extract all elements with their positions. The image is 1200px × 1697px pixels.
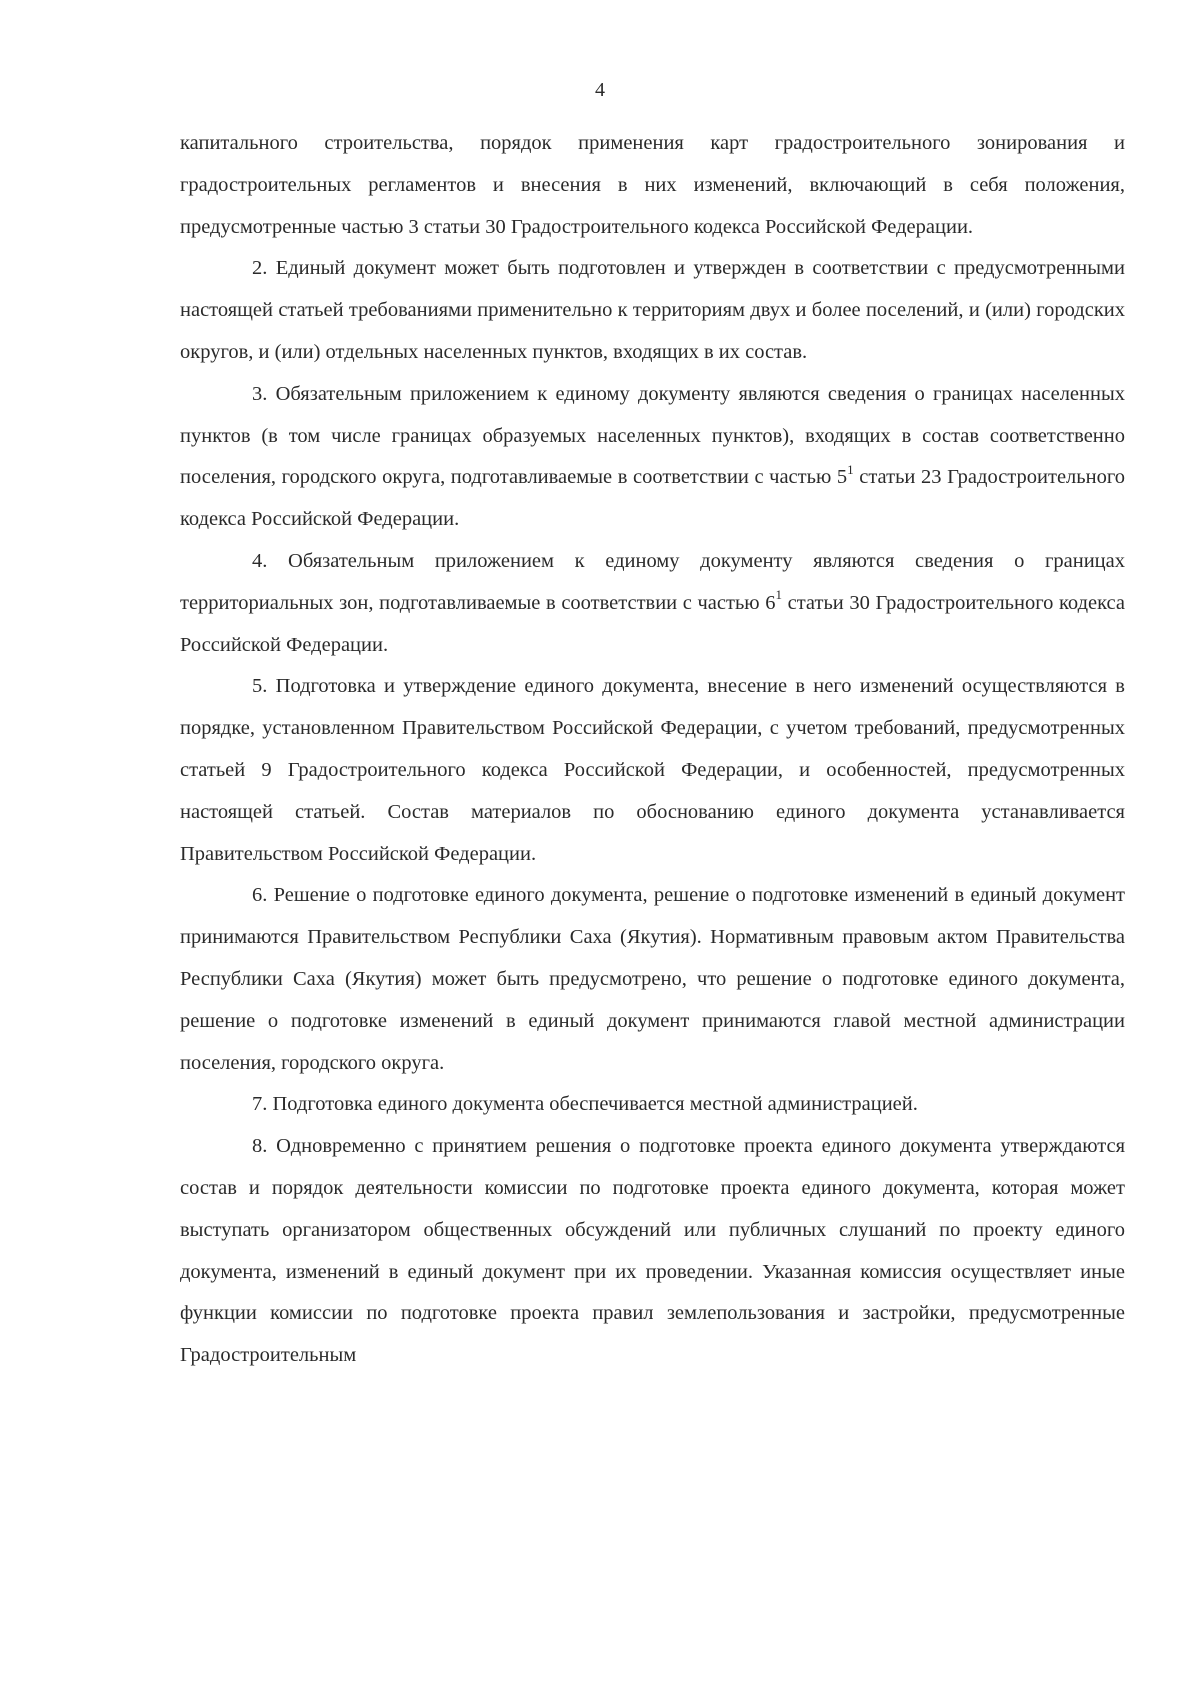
paragraph-3-tail-prefix: с частью 5 xyxy=(754,466,848,489)
paragraph-4-superscript: 1 xyxy=(775,586,782,602)
page-number: 4 xyxy=(595,79,605,101)
paragraph-3-superscript: 1 xyxy=(847,461,854,477)
paragraph-8: 8. Одновременно с принятием решения о подготовке проекта единого документа утверждаются состав и порядок деятельности комиссии по подготовке проекта единого документа, которая может выступать организатором общественных обсуждений или публичных слушаний по проекту единого документа, изменений в единый документ при их проведении. Указанная комиссия осуществляет иные функции комиссии по подготовке проекта правил землепользования и застройки, предусмотренные Градостроительным xyxy=(180,1135,1125,1367)
paragraph-3-text: 3. Обязательным приложением к единому документу являются сведения о границах населенных пунктов (в том числе границах образуемых населенных пунктов), входящих в состав соответственно поселения, городского округа, подготавливаемые в соответствии xyxy=(180,382,1125,489)
paragraph-4-tail-suffix: статьи 30 Градостроительного кодекса Российской Федерации. xyxy=(180,591,1126,656)
paragraph-6: 6. Решение о подготовке единого документа, решение о подготовке изменений в единый документ принимаются Правительством Республики Саха (Якутия). Нормативным правовым актом Правительства Республики Саха (Якутия) может быть предусмотрено, что решение о подготовке единого документа, решение о подготовке изменений в единый документ принимаются главой местной администрации поселения, городского округа. xyxy=(180,884,1125,1074)
paragraph-4-number: 6 xyxy=(759,591,776,614)
paragraph-3-tail-suffix: статьи 23 Градостроительного кодекса Российской Федерации. xyxy=(180,466,1125,531)
paragraph-1-continuation: капитального строительства, порядок применения карт градостроительного зонирования и градостроительных регламентов и внесения в них изменений, включающий в себя положения, предусмотренные частью 3 статьи 30 Градостроительного кодекса Российской Федерации. xyxy=(180,132,1125,238)
document-body xyxy=(180,123,1125,1377)
paragraph-3 xyxy=(180,374,1125,541)
paragraph-4 xyxy=(180,541,1125,666)
paragraph-7: 7. Подготовка единого документа обеспечивается местной администрацией. xyxy=(252,1093,918,1116)
paragraph-2: 2. Единый документ может быть подготовлен и утвержден в соответствии с предусмотренными настоящей статьей требованиями применительно к территориям двух и более поселений, и (или) городских округов, и (или) отдельных населенных пунктов, входящих в их состав. xyxy=(180,257,1125,363)
paragraph-4-text: 4. Обязательным приложением к единому документу являются сведения о границах территориальных зон, подготавливаемые в соответствии с частью xyxy=(180,549,1125,614)
paragraph-5: 5. Подготовка и утверждение единого документа, внесение в него изменений осуществляются в порядке, установленном Правительством Российской Федерации, с учетом требований, предусмотренных статьей 9 Градостроительного кодекса Российской Федерации, и особенностей, предусмотренных настоящей статьей. Состав материалов по обоснованию единого документа устанавливается Правительством Российской Федерации. xyxy=(180,675,1125,865)
